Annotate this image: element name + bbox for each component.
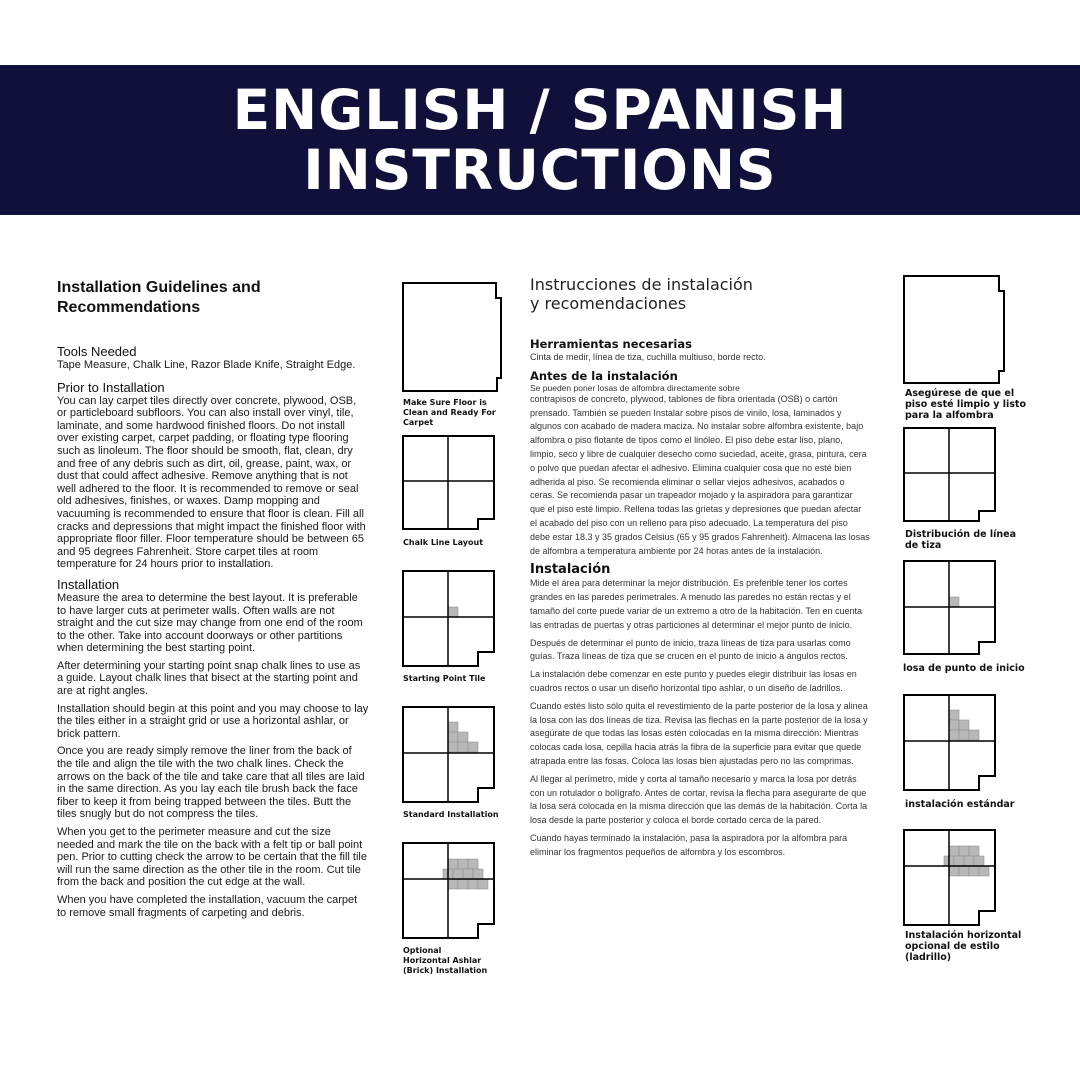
antes-text: contrapisos de concreto, plywood, tablones de fibra orientada (OSB) o cartón prensado. También se pueden Instalar sobre pisos de vinilo, losa, laminados y algunos con acabado de madera maciza. No instalar sobre alfombra existente, bajo alfombra o piso flotante de tipos como el linóleo. El piso debe estar liso, plano, limpio, seco y libre de cualquier desecho como suciedad, aceite, grasa, pintura, cera o polvo que puedan afectar el adhesivo. Elimina cualquier cosa que no esté bien adherida al piso. Se recomienda eliminar o sellar viejos adhesivos, acabados o ceras. Se recomienda pasar un trapeador mojado y la aspiradora para garantizar que el piso esté limpio. Rellena todas las grietas y depresiones que puedan afectar el acabado del piso con un relleno para piso adecuado. La temperatura del piso debe estar 18.3 y 35 grados Celsius (65 y 95 grados Fahrenheit). Almacena las losas de alfombra a temperatura ambiente por 24 horas antes de la instalación. (530, 393, 870, 556)
installation-paragraph: When you get to the perimeter measure and cut the size needed and mark the tile on the back with a felt tip or ball point pen. Prior to cutting check the arrow to be certain that the fill tile will run the same direction as the other tile in the room. Cut tile from the back and position the cut edge at the wall. (57, 826, 367, 889)
prior-text: You can lay carpet tiles directly over concrete, plywood, OSB, or particleboard subfloors. You can also install over vinyl, tile, laminate, and some hardwood finished floors. Do not install over existing carpet, carpet padding, or floating type flooring such as linoleum. The floor should be smooth, flat, clean, dry and free of any debris such as dirt, oil, grease, paint, wax, or dust that could affect adhesive. Remove anything that is not well adhered to the floor. It is recommended to remove or seal old adhesives, finishes, or waxes. Damp mopping and vacuuming is recommended to ensure that floor is clean. Fill all cracks and depressions that might impact the finished floor with appropriate floor filler. Floor temperature should be between 65 and 95 degrees Fahrenheit. Store carpet tiles at room temperature for 24 hours prior to installation. (57, 394, 366, 571)
instalacion-paragraph: Cuando estés listo sólo quita el revestimiento de la parte posterior de la losa y alinea la losa con las dos líneas de tiza. Revisa las flechas en la parte posterior de la losa y asegúrate de que todas las losas estén colocadas en la misma dirección: Mientras colocas cada losa, cepilla hacia atrás la fibra de la superficie para evitar que quede atrapada entre las fosas. Coloca las losas bien ajustadas pero no las comprimas. (530, 700, 868, 766)
spanish-column (530, 275, 870, 860)
figure-caption: Make Sure Floor is Clean and Ready For Carpet (403, 398, 496, 427)
figure-caption: Starting Point Tile (403, 674, 486, 683)
figure-caption: Chalk Line Layout (403, 538, 484, 547)
spanish-title-line1: Instrucciones de instalación (530, 275, 753, 294)
installation-paragraph: Measure the area to determine the best layout. It is preferable to have larger cuts at perimeter walls. Often walls are not straight and the cut size may change from one end of the room to the other. Take into account doorways or other partitions when determining the best starting point. (57, 591, 363, 655)
figure-caption: instalación estándar (905, 799, 1015, 810)
instalacion-paragraph: Al llegar al perímetro, mide y corta al tamaño necesario y marca la losa por detrás con un rotulador o bolígrafo. Antes de cortar, revisa la flecha para asegurarte de que la losa será colocada en la misma dirección que las demás de la habitación. Corta la losa desde la parte posterior y coloca el borde cortado cerca de la pared. (530, 773, 868, 826)
instalacion-paragraph: Cuando hayas terminado la instalación, pasa la aspiradora por la alfombra para eliminar los fragmentos pequeños de alfombra y los escombros. (530, 832, 848, 857)
chalk-line-diagram (402, 435, 496, 531)
instalacion-paragraph: Después de determinar el punto de inicio, traza líneas de tiza para usarlas como guías. Traza líneas de tiza que se crucen en el punto de inicio a ángulos rectos. (530, 637, 851, 662)
standard-installation-diagram (402, 706, 496, 804)
installation-paragraph: Installation should begin at this point and you may choose to lay the tiles either in a straight grid or use a horizontal ashlar, or brick pattern. (57, 702, 369, 740)
english-title (57, 278, 369, 318)
figure-caption: Standard Installation (403, 810, 499, 819)
tools-heading: Tools Needed (57, 344, 137, 359)
piso-limpio-diagram (903, 275, 1005, 385)
ladrillo-diagram (903, 829, 997, 927)
figure-caption: Instalación horizontal opcional de estilo (ladrillo) (905, 930, 1022, 963)
instalacion-paragraph: La instalación debe comenzar en este punto y puedes elegir distribuir las losas en cuadros rectos o usar un diseño horizontal tipo ashlar, o un diseño de ladrillos. (530, 669, 857, 693)
installation-paragraph: Once you are ready simply remove the liner from the back of the tile and align the tile with the two chalk lines. Check the arrows on the back of the tile and take care that all tiles are laid in the same direction. As you lay each tile brush back the face fiber to keep it from being trapped between the tiles. Butt the tiles snugly but do not compress the tiles. (57, 745, 365, 821)
antes-lead-text: Se pueden poner losas de alfombra directamente sobre (530, 382, 740, 393)
herramientas-heading: Herramientas necesarias (530, 337, 692, 351)
tools-text: Tape Measure, Chalk Line, Razor Blade Knife, Straight Edge. (57, 359, 356, 371)
herramientas-text: Cinta de medir, línea de tiza, cuchilla multiuso, borde recto. (530, 352, 766, 362)
starting-point-diagram (402, 570, 496, 668)
english-title-line2: Recommendations (57, 299, 201, 316)
linea-tiza-diagram (903, 427, 997, 523)
banner-title-line1: ENGLISH / SPANISH (232, 78, 848, 142)
installation-heading: Installation (57, 576, 120, 592)
spanish-title (530, 275, 870, 313)
figure-caption: Optional Horizontal Ashlar (Brick) Installation (403, 946, 488, 975)
installation-paragraph: When you have completed the installation, vacuum the carpet to remove small fragments of carpeting and debris. (57, 893, 358, 919)
punto-inicio-diagram (903, 560, 997, 656)
clean-floor-diagram (402, 282, 502, 392)
figure-caption: Asegúrese de que el piso esté limpio y listo para la alfombra (905, 388, 1026, 421)
banner-title-line2: INSTRUCTIONS (303, 138, 777, 202)
figure-caption: losa de punto de inicio (903, 663, 1025, 674)
installation-paragraph: After determining your starting point snap chalk lines to use as a guide. Layout chalk lines that bisect at the starting point and are at right angles. (57, 659, 361, 698)
english-column (57, 278, 369, 919)
figure-caption: Distribución de línea de tiza (905, 529, 1017, 551)
spanish-title-line2: y recomendaciones (530, 294, 687, 313)
ashlar-installation-diagram (402, 842, 496, 940)
antes-heading: Antes de la instalación (530, 368, 678, 383)
prior-heading: Prior to Installation (57, 379, 165, 395)
title-banner (0, 65, 1080, 215)
instalacion-estandar-diagram (903, 694, 997, 792)
instalacion-paragraph: Mide el área para determinar la mejor distribución. Es preferible tener los cortes grandes en las paredes perimetrales. A menudo las paredes no están rectas y el tamaño del corte puede variar de un extremo a otro de la habitación. Ten en cuenta las entradas de puertas y otras particiones al determinar el mejor punto de inicio. (530, 578, 863, 630)
instalacion-heading: Instalación (530, 562, 611, 578)
english-title-line1: Installation Guidelines and (57, 279, 261, 296)
